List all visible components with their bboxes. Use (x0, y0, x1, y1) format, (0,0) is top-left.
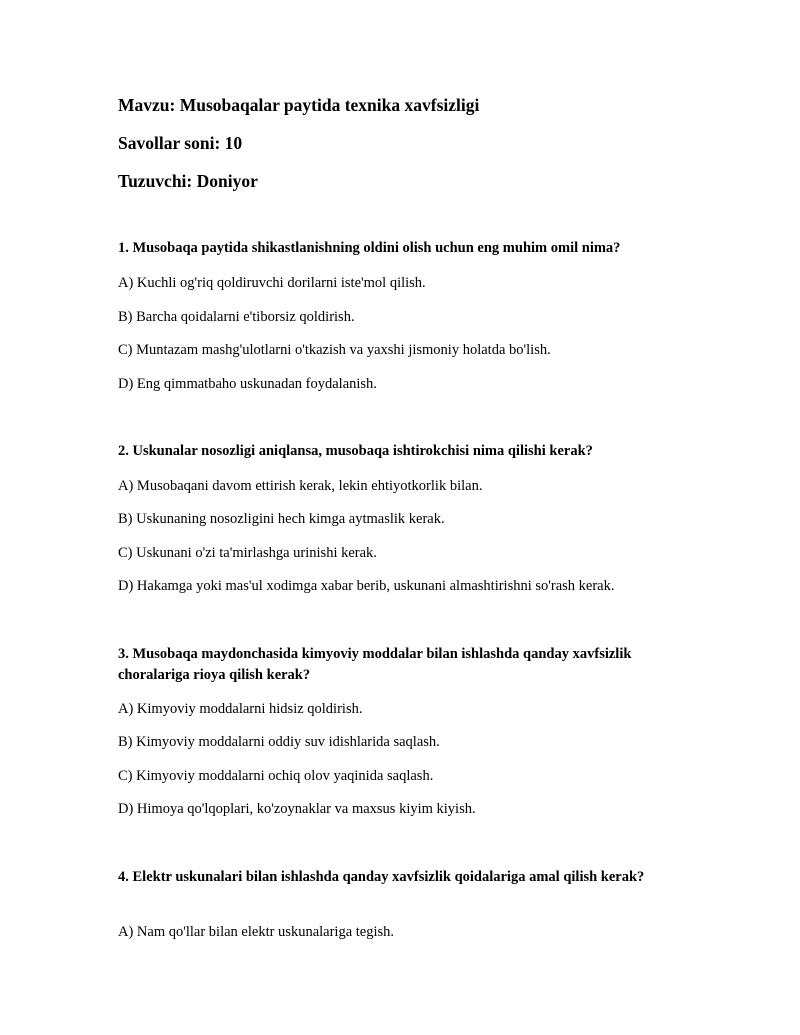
question-2-option-d: D) Hakamga yoki mas'ul xodimga xabar berib, uskunani almashtirishni so'rash kerak. (118, 578, 615, 594)
question-3-option-b: B) Kimyoviy moddalarni oddiy suv idishlarida saqlash. (118, 734, 440, 750)
question-3-option-a: A) Kimyoviy moddalarni hidsiz qoldirish. (118, 701, 363, 717)
question-title: 1. Musobaqa paytida shikastlanishning oldini olish uchun eng muhim omil nima? (118, 240, 621, 256)
question-1-option-a: A) Kuchli og'riq qoldiruvchi dorilarni iste'mol qilish. (118, 275, 426, 291)
question-title: 3. Musobaqa maydonchasida kimyoviy moddalar bilan ishlashda qanday xavfsizlik choralariga rioya qilish kerak? (118, 646, 632, 683)
question-2 (118, 441, 718, 462)
question-count: Savollar soni: 10 (118, 133, 243, 153)
question-2-option-a: A) Musobaqani davom ettirish kerak, lekin ehtiyotkorlik bilan. (118, 478, 483, 494)
question-1 (118, 238, 718, 259)
question-1-option-d: D) Eng qimmatbaho uskunadan foydalanish. (118, 376, 377, 392)
question-2-option-c: C) Uskunani o'zi ta'mirlashga urinishi kerak. (118, 545, 377, 561)
question-3 (118, 644, 688, 686)
question-title: 2. Uskunalar nosozligi aniqlansa, musobaqa ishtirokchisi nima qilishi kerak? (118, 443, 593, 459)
question-3-option-d: D) Himoya qo'lqoplari, ko'zoynaklar va maxsus kiyim kiyish. (118, 801, 476, 817)
question-title: 4. Elektr uskunalari bilan ishlashda qanday xavfsizlik qoidalariga amal qilish kerak? (118, 869, 645, 885)
author-line: Tuzuvchi: Doniyor (118, 171, 258, 191)
question-4 (118, 867, 658, 888)
topic-heading: Mavzu: Musobaqalar paytida texnika xavfsizligi (118, 95, 480, 115)
question-4-option-a: A) Nam qo'llar bilan elektr uskunalariga tegish. (118, 924, 395, 940)
question-1-option-b: B) Barcha qoidalarni e'tiborsiz qoldirish. (118, 309, 355, 325)
question-1-option-c: C) Muntazam mashg'ulotlarni o'tkazish va yaxshi jismoniy holatda bo'lish. (118, 342, 551, 358)
question-3-option-c: C) Kimyoviy moddalarni ochiq olov yaqinida saqlash. (118, 768, 434, 784)
question-2-option-b: B) Uskunaning nosozligini hech kimga aytmaslik kerak. (118, 511, 445, 527)
